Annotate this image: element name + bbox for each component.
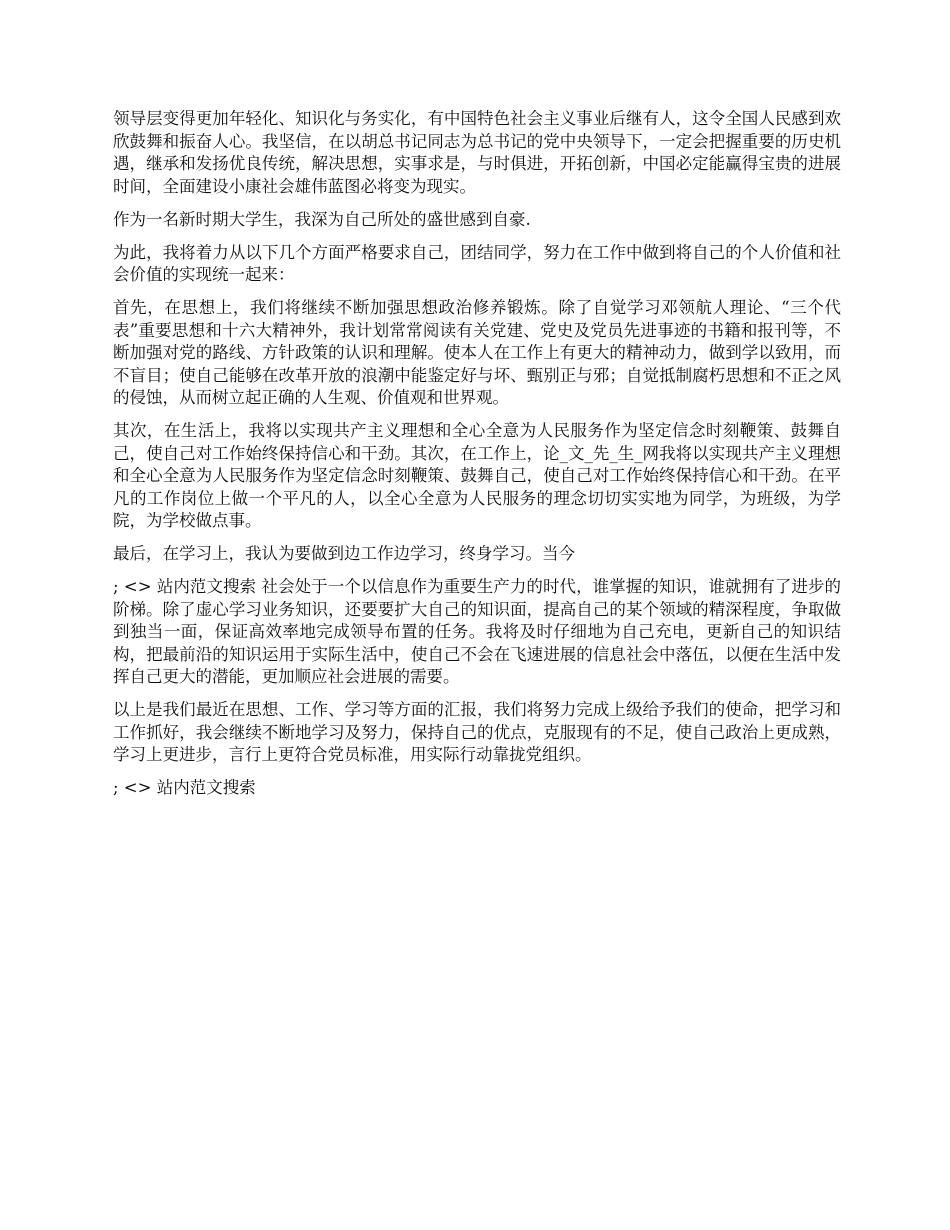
paragraph-life-work: 其次，在生活上，我将以实现共产主义理想和全心全意为人民服务作为坚定信念时刻鞭策、鼓舞自己，使自己对工作始终保持信心和干劲。其次，在工作上，论_文_先_生_网我将以实现共产主义理想和全心全意为人民服务作为坚定信念时刻鞭策、鼓舞自己，使自己对工作始终保持信心和干劲。在平凡的工作岗位上做一个平凡的人，以全心全意为人民服务的理念切切实实地为同学，为班级，为学院，为学校做点事。 [113,421,841,530]
document-body [113,108,841,810]
paragraph-study-intro: 最后，在学习上，我认为要做到边工作边学习，终身学习。当今 [113,544,575,563]
paragraph-pride: 作为一名新时期大学生，我深为自己所处的盛世感到自豪. [113,209,531,229]
paragraph-summary: 以上是我们最近在思想、工作、学习等方面的汇报，我们将努力完成上级给予我们的使命，把学习和工作抓好，我会继续不断地学习及努力，保持自己的优点，克服现有的不足，使自己政治上更成熟，学习上更进步，言行上更符合党员标准，用实际行动靠拢党组织。 [113,700,841,764]
paragraph-leadership: 领导层变得更加年轻化、知识化与务实化，有中国特色社会主义事业后继有人，这令全国人民感到欢欣鼓舞和振奋人心。我坚信，在以胡总书记同志为总书记的党中央领导下，一定会把握重要的历史机遇，继承和发扬优良传统，解决思想，实事求是，与时俱进，开拓创新，中国必定能赢得宝贵的进展时间，全面建设小康社会雄伟蓝图必将变为现实。 [113,109,841,196]
paragraph-thought: 首先，在思想上，我们将继续不断加强思想政治修养锻炼。除了自觉学习邓领航人理论、“三个代表”重要思想和十六大精神外，我计划常常阅读有关党建、党史及党员先进事迹的书籍和报刊等，不断加强对党的路线、方针政策的认识和理解。使本人在工作上有更大的精神动力，做到学以致用，而不盲目；使自己能够在改革开放的浪潮中能鉴定好与坏、甄别正与邪；自觉抵制腐朽思想和不正之风的侵蚀，从而树立起正确的人生观、价值观和世界观。 [113,298,841,407]
paragraph-study-detail: ; <> 站内范文搜索 社会处于一个以信息作为重要生产力的时代，谁掌握的知识，谁就拥有了进步的阶梯。除了虚心学习业务知识，还要要扩大自己的知识面，提高自己的某个领域的精深程度，争取做到独当一面，保证高效率地完成领导布置的任务。我将及时仔细地为自己充电，更新自己的知识结构，把最前沿的知识运用于实际生活中，使自己不会在飞速进展的信息社会中落伍，以便在生活中发挥自己更大的潜能，更加顺应社会进展的需要。 [113,577,841,686]
paragraph-intent: 为此，我将着力从以下几个方面严格要求自己，团结同学，努力在工作中做到将自己的个人价值和社会价值的实现统一起来： [113,242,841,284]
paragraph-footer-search: ; <> 站内范文搜索 [113,778,256,797]
